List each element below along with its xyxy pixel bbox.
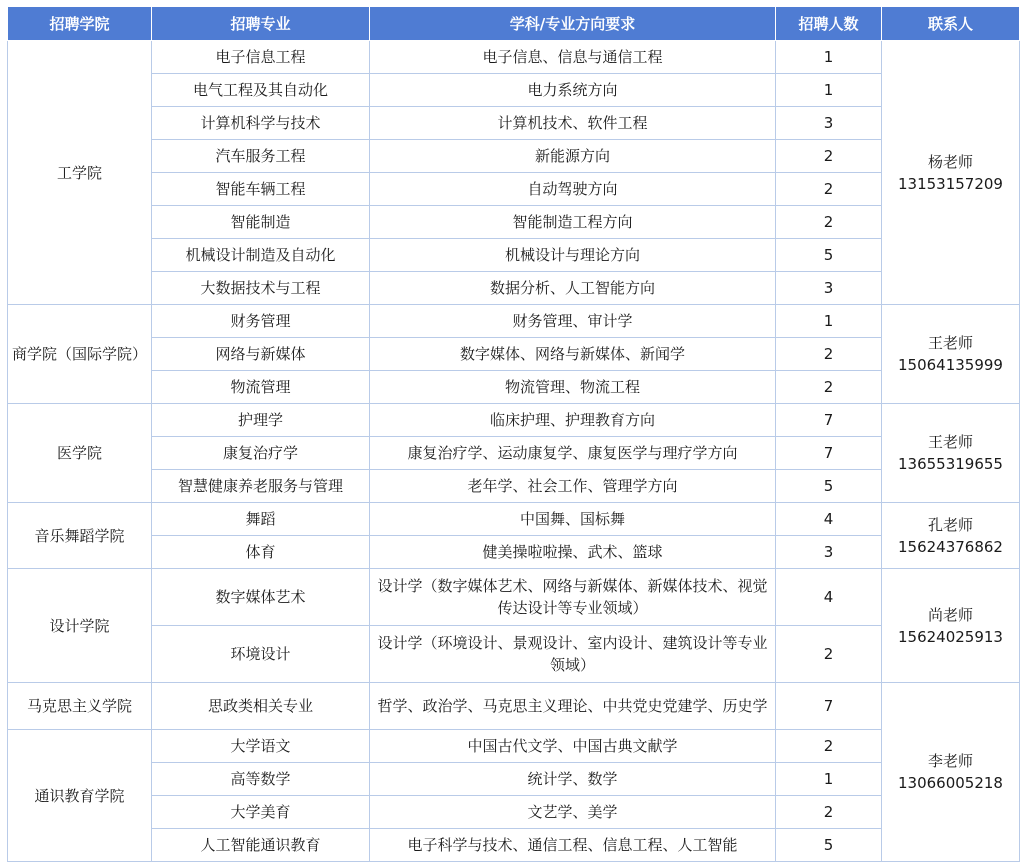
major-cell: 思政类相关专业 xyxy=(152,683,370,730)
requirement-cell: 数据分析、人工智能方向 xyxy=(370,272,776,305)
contact-phone: 13153157209 xyxy=(898,174,1003,193)
requirement-cell: 临床护理、护理教育方向 xyxy=(370,404,776,437)
major-cell: 汽车服务工程 xyxy=(152,140,370,173)
college-cell: 商学院（国际学院） xyxy=(8,305,152,404)
requirement-cell: 设计学（环境设计、景观设计、室内设计、建筑设计等专业领域） xyxy=(370,626,776,683)
count-cell: 4 xyxy=(776,569,882,626)
contact-phone: 13066005218 xyxy=(898,774,1003,792)
table-row xyxy=(8,173,1020,206)
major-cell: 体育 xyxy=(152,536,370,569)
contact-cell xyxy=(882,503,1020,569)
table-row xyxy=(8,536,1020,569)
requirement-cell: 电力系统方向 xyxy=(370,74,776,107)
table-row xyxy=(8,626,1020,683)
major-cell: 大数据技术与工程 xyxy=(152,272,370,305)
table-row xyxy=(8,730,1020,763)
count-cell: 1 xyxy=(776,763,882,796)
count-cell: 2 xyxy=(776,338,882,371)
contact-phone: 15064135999 xyxy=(898,356,1003,374)
requirement-cell: 数字媒体、网络与新媒体、新闻学 xyxy=(370,338,776,371)
table-row xyxy=(8,107,1020,140)
table-row xyxy=(8,829,1020,862)
count-cell: 2 xyxy=(776,173,882,206)
count-cell: 1 xyxy=(776,74,882,107)
count-cell: 5 xyxy=(776,829,882,862)
count-cell: 5 xyxy=(776,470,882,503)
count-cell: 3 xyxy=(776,107,882,140)
requirement-cell: 财务管理、审计学 xyxy=(370,305,776,338)
requirement-cell: 机械设计与理论方向 xyxy=(370,239,776,272)
count-cell: 2 xyxy=(776,796,882,829)
count-cell: 1 xyxy=(776,41,882,74)
major-cell: 电气工程及其自动化 xyxy=(152,74,370,107)
requirement-cell: 自动驾驶方向 xyxy=(370,173,776,206)
contact-cell xyxy=(882,404,1020,503)
table-row xyxy=(8,763,1020,796)
requirement-cell: 中国舞、国标舞 xyxy=(370,503,776,536)
requirement-cell: 电子科学与技术、通信工程、信息工程、人工智能 xyxy=(370,829,776,862)
contact-name: 王老师 xyxy=(927,433,973,451)
table-row xyxy=(8,272,1020,305)
contact-phone: 15624376862 xyxy=(898,537,1003,556)
requirement-cell: 物流管理、物流工程 xyxy=(370,371,776,404)
contact-name: 王老师 xyxy=(927,334,973,352)
table-row xyxy=(8,206,1020,239)
college-cell: 医学院 xyxy=(8,404,152,503)
table-header-row xyxy=(8,7,1020,41)
major-cell: 智慧健康养老服务与管理 xyxy=(152,470,370,503)
college-cell: 工学院 xyxy=(8,41,152,305)
table-row xyxy=(8,338,1020,371)
header-count: 招聘人数 xyxy=(776,7,882,41)
table-row xyxy=(8,404,1020,437)
contact-name: 李老师 xyxy=(927,752,973,770)
major-cell: 财务管理 xyxy=(152,305,370,338)
major-cell: 康复治疗学 xyxy=(152,437,370,470)
table-row xyxy=(8,140,1020,173)
major-cell: 护理学 xyxy=(152,404,370,437)
requirement-cell: 智能制造工程方向 xyxy=(370,206,776,239)
count-cell: 7 xyxy=(776,404,882,437)
contact-name: 杨老师 xyxy=(927,152,973,171)
requirement-cell: 老年学、社会工作、管理学方向 xyxy=(370,470,776,503)
table-row xyxy=(8,470,1020,503)
requirement-cell: 文艺学、美学 xyxy=(370,796,776,829)
count-cell: 5 xyxy=(776,239,882,272)
contact-phone: 13655319655 xyxy=(898,455,1003,473)
requirement-cell: 中国古代文学、中国古典文献学 xyxy=(370,730,776,763)
count-cell: 3 xyxy=(776,536,882,569)
table-row xyxy=(8,569,1020,626)
major-cell: 人工智能通识教育 xyxy=(152,829,370,862)
contact-name: 孔老师 xyxy=(927,515,973,534)
count-cell: 2 xyxy=(776,626,882,683)
contact-cell xyxy=(882,41,1020,305)
recruitment-table xyxy=(7,6,1020,862)
requirement-cell: 康复治疗学、运动康复学、康复医学与理疗学方向 xyxy=(370,437,776,470)
requirement-cell: 健美操啦啦操、武术、篮球 xyxy=(370,536,776,569)
major-cell: 网络与新媒体 xyxy=(152,338,370,371)
major-cell: 电子信息工程 xyxy=(152,41,370,74)
table-row xyxy=(8,437,1020,470)
requirement-cell: 设计学（数字媒体艺术、网络与新媒体、新媒体技术、视觉传达设计等专业领域） xyxy=(370,569,776,626)
count-cell: 4 xyxy=(776,503,882,536)
major-cell: 大学语文 xyxy=(152,730,370,763)
major-cell: 物流管理 xyxy=(152,371,370,404)
college-cell: 音乐舞蹈学院 xyxy=(8,503,152,569)
count-cell: 2 xyxy=(776,371,882,404)
requirement-cell: 电子信息、信息与通信工程 xyxy=(370,41,776,74)
count-cell: 2 xyxy=(776,206,882,239)
count-cell: 3 xyxy=(776,272,882,305)
requirement-cell: 新能源方向 xyxy=(370,140,776,173)
major-cell: 智能车辆工程 xyxy=(152,173,370,206)
college-cell: 通识教育学院 xyxy=(8,730,152,862)
contact-cell xyxy=(882,569,1020,683)
count-cell: 2 xyxy=(776,140,882,173)
count-cell: 2 xyxy=(776,730,882,763)
table-row xyxy=(8,239,1020,272)
table-row xyxy=(8,74,1020,107)
major-cell: 舞蹈 xyxy=(152,503,370,536)
contact-cell xyxy=(882,683,1020,862)
requirement-cell: 统计学、数学 xyxy=(370,763,776,796)
major-cell: 大学美育 xyxy=(152,796,370,829)
table-row xyxy=(8,683,1020,730)
requirement-cell: 哲学、政治学、马克思主义理论、中共党史党建学、历史学 xyxy=(370,683,776,730)
requirement-cell: 计算机技术、软件工程 xyxy=(370,107,776,140)
major-cell: 高等数学 xyxy=(152,763,370,796)
major-cell: 机械设计制造及自动化 xyxy=(152,239,370,272)
table-row xyxy=(8,503,1020,536)
count-cell: 7 xyxy=(776,437,882,470)
major-cell: 智能制造 xyxy=(152,206,370,239)
count-cell: 7 xyxy=(776,683,882,730)
major-cell: 数字媒体艺术 xyxy=(152,569,370,626)
header-major: 招聘专业 xyxy=(152,7,370,41)
table-row xyxy=(8,796,1020,829)
major-cell: 环境设计 xyxy=(152,626,370,683)
contact-phone: 15624025913 xyxy=(898,627,1003,646)
major-cell: 计算机科学与技术 xyxy=(152,107,370,140)
table-row xyxy=(8,305,1020,338)
table-row xyxy=(8,371,1020,404)
college-cell: 马克思主义学院 xyxy=(8,683,152,730)
recruitment-table-container xyxy=(7,6,1020,862)
college-cell: 设计学院 xyxy=(8,569,152,683)
table-row xyxy=(8,41,1020,74)
header-contact: 联系人 xyxy=(882,7,1020,41)
count-cell: 1 xyxy=(776,305,882,338)
contact-cell xyxy=(882,305,1020,404)
contact-name: 尚老师 xyxy=(927,605,973,624)
header-requirement: 学科/专业方向要求 xyxy=(370,7,776,41)
header-college: 招聘学院 xyxy=(8,7,152,41)
